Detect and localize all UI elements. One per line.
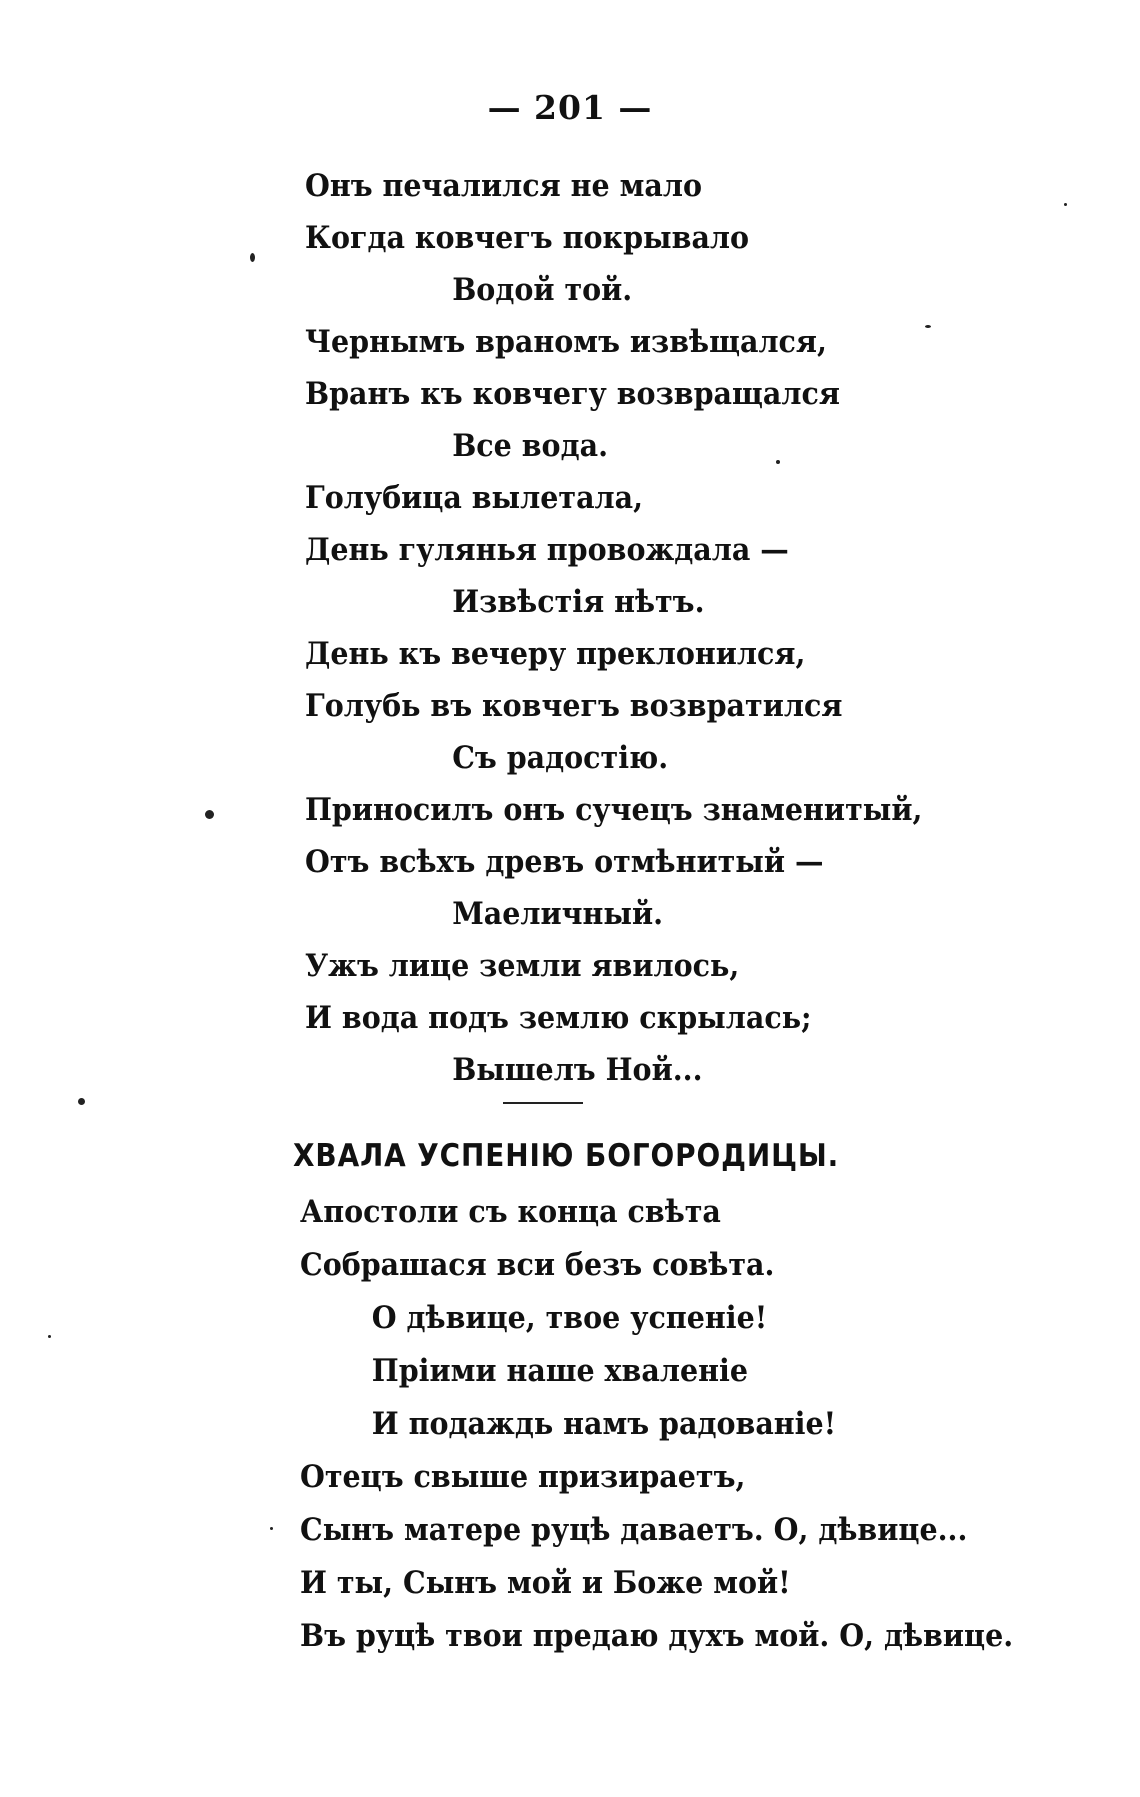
poem-line: Когда ковчегъ покрывало bbox=[305, 220, 750, 256]
poem-line: День къ вечеру преклонился, bbox=[305, 636, 806, 672]
poem-line: Онъ печалился не мало bbox=[305, 168, 702, 204]
poem-refrain-line: Маеличный. bbox=[452, 896, 664, 932]
hymn-line: И ты, Сынъ мой и Боже мой! bbox=[300, 1565, 791, 1601]
poem-line: Чернымъ враномъ извѣщался, bbox=[305, 324, 827, 360]
scan-speck bbox=[250, 253, 255, 262]
scan-speck bbox=[48, 1335, 51, 1338]
poem-line: Голубь въ ковчегъ возвратился bbox=[305, 688, 843, 724]
poem-refrain-line: Извѣстія нѣтъ. bbox=[452, 584, 705, 620]
section-divider bbox=[503, 1102, 583, 1104]
poem-line: Ужъ лице земли явилось, bbox=[305, 948, 740, 984]
scan-speck bbox=[1064, 203, 1067, 206]
hymn-refrain-line: Пріими наше хваленіе bbox=[371, 1353, 748, 1389]
poem-line: Отъ всѣхъ древъ отмѣнитый — bbox=[305, 844, 824, 880]
scan-speck bbox=[776, 460, 780, 464]
poem-line: Вранъ къ ковчегу возвращался bbox=[305, 376, 840, 412]
hymn-line: Сынъ матере руцѣ даваетъ. О, дѣвице... bbox=[300, 1512, 968, 1548]
hymn-refrain-line: И подаждь намъ радованіе! bbox=[371, 1406, 837, 1442]
hymn-line: Собрашася вси безъ совѣта. bbox=[300, 1247, 775, 1283]
poem-stanzas bbox=[305, 160, 1065, 1096]
section-title: ХВАЛА УСПЕНІЮ БОГОРОДИЦЫ. bbox=[293, 1138, 840, 1174]
poem-line: И вода подъ землю скрылась; bbox=[305, 1000, 812, 1036]
poem-line: Голубица вылетала, bbox=[305, 480, 644, 516]
hymn-line: Въ руцѣ твои предаю духъ мой. О, дѣвице. bbox=[300, 1618, 1014, 1654]
scan-speck bbox=[205, 810, 214, 819]
hymn-refrain-line: О дѣвице, твое успеніе! bbox=[371, 1300, 768, 1336]
hymn-stanza bbox=[300, 1186, 1080, 1663]
poem-refrain-line: Водой той. bbox=[452, 272, 633, 308]
poem-line: Приносилъ онъ сучецъ знаменитый, bbox=[305, 792, 923, 828]
poem-refrain-line: Съ радостію. bbox=[452, 740, 669, 776]
scan-speck bbox=[270, 1527, 273, 1530]
page-number: — 201 — bbox=[487, 88, 653, 127]
poem-refrain-line: Вышелъ Ной... bbox=[452, 1052, 703, 1088]
poem-refrain-line: Все вода. bbox=[452, 428, 609, 464]
hymn-line: Отецъ свыше призираетъ, bbox=[300, 1459, 746, 1495]
hymn-line: Апостоли съ конца свѣта bbox=[300, 1194, 721, 1230]
poem-line: День гулянья провождала — bbox=[305, 532, 789, 568]
scan-speck bbox=[925, 325, 931, 328]
scan-speck bbox=[78, 1098, 85, 1105]
